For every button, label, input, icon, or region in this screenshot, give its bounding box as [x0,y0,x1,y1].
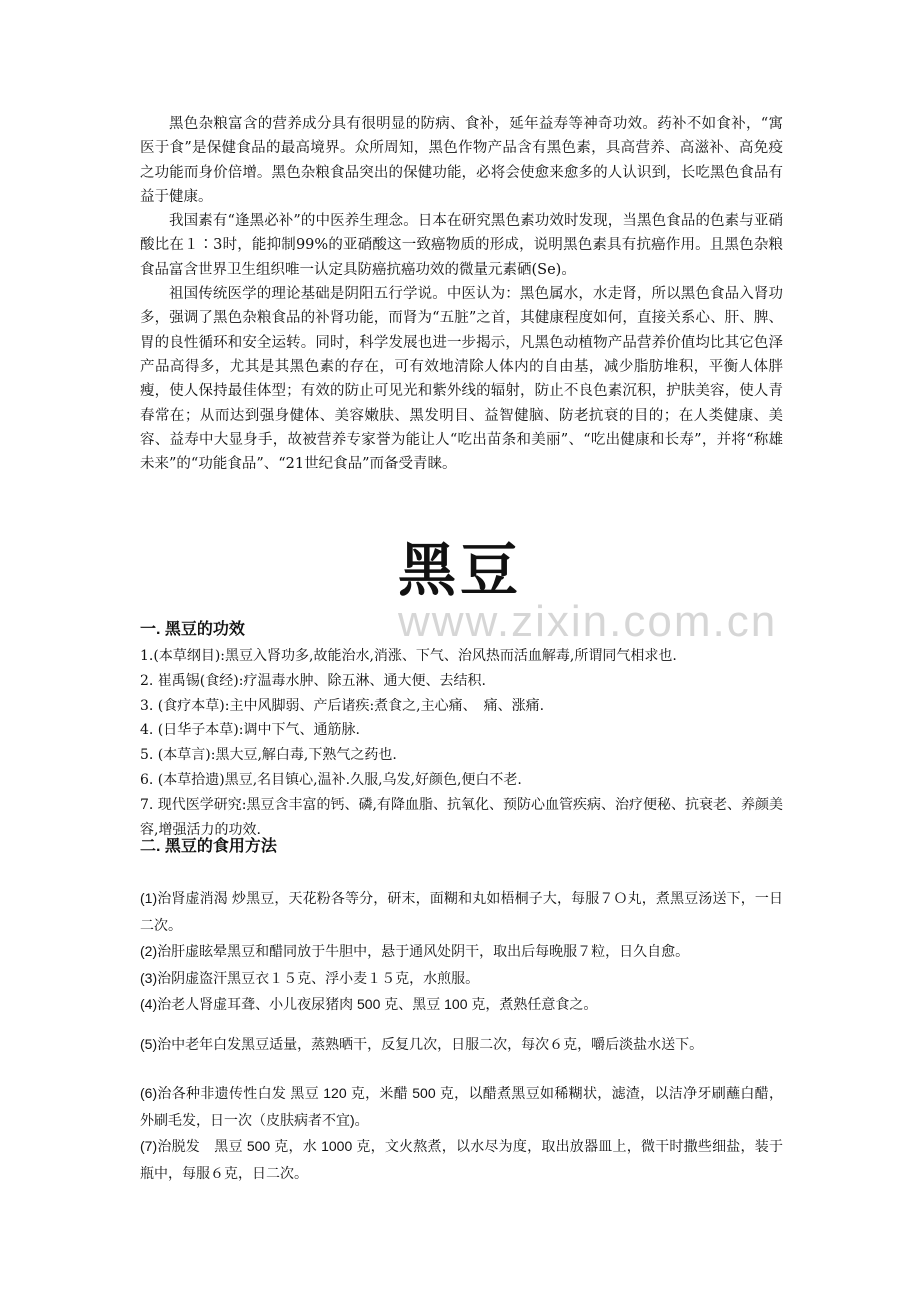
list-item: (5)治中老年白发黑豆适量，蒸熟晒干，反复几次，日服二次，每次６克，嚼后淡盐水送下。 [140,1036,704,1052]
intro-paragraph: 祖国传统医学的理论基础是阴阳五行学说。中医认为：黑色属水，水走肾，所以黑色食品入肾功多，强调了黑色杂粮食品的补肾功能，而肾为“五脏”之首，其健康程度如何，直接关系心、肝、脾、胃的良性循环和安全运转。同时，科学发展也进一步揭示，凡黑色动植物产品营养价值均比其它色泽产品高得多，尤其是其黑色素的存在，可有效地清除人体内的自由基，减少脂肪堆积，平衡人体胖瘦，使人保持最佳体型；有效的防止可见光和紫外线的辐射，防止不良色素沉积，护肤美容，使人青春常在；从而达到强身健体、美容嫩肤、黑发明目、益智健脑、防老抗衰的目的；在人类健康、美容、益寿中大显身手，故被营养专家誉为能让人“吃出苗条和美丽”、“吃出健康和长寿”，并将“称雄未来”的“功能食品”、“21世纪食品”而备受青睐。 [140,286,783,473]
usage-heading: 二. 黑豆的食用方法 [140,838,277,855]
efficacy-heading-wrap [140,619,783,641]
list-item: 1.(本草纲目):黑豆入肾功多,故能治水,消涨、下气、治风热而活血解毒,所谓同气相求也. [140,648,677,664]
list-item: 2. 崔禹锡(食经):疗温毒水肿、除五淋、通大便、去结积. [140,672,486,689]
list-item: (7)治脱发 黑豆 500 克，水 1000 克，文火熬煮，以水尽为度，取出放器皿上，微干时撒些细盐，装于瓶中，每服６克，日二次。 [140,1138,783,1181]
list-item: 7. 现代医学研究:黑豆含丰富的钙、磷,有降血脂、抗氧化、预防心血管疾病、治疗便秘、抗衰老、养颜美容,增强活力的功效. [140,796,783,838]
usage-list-1 [140,885,783,1018]
intro-section [140,112,783,476]
list-item: (4)治老人肾虚耳聋、小儿夜尿猪肉 500 克、黑豆 100 克，煮熟任意食之。 [140,996,598,1012]
usage-heading-wrap [140,836,783,858]
watermark: www.zixin.com.cn [398,597,778,646]
list-item: 3. (食疗本草):主中风脚弱、产后诸疾:煮食之,主心痛、 痛、涨痛. [140,697,545,714]
list-item: (3)治阴虚盗汗黑豆衣１５克、浮小麦１５克，水煎服。 [140,969,480,986]
usage-list-2 [140,1031,783,1058]
list-item: 6. (本草拾遗)黑豆,名目镇心,温补.久服,乌发,好颜色,便白不老. [140,771,522,788]
intro-paragraph: 黑色杂粮富含的营养成分具有很明显的防病、食补，延年益寿等神奇功效。药补不如食补，“寓医于食”是保健食品的最高境界。众所周知，黑色作物产品含有黑色素，具高营养、高滋补、高免疫之功能而身价倍增。黑色杂粮食品突出的保健功能，必将会使愈来愈多的人认识到，长吃黑色食品有益于健康。 [140,116,783,205]
list-item: (2)治肝虚眩晕黑豆和醋同放于牛胆中，悬于通风处阴干，取出后每晚服７粒，日久自愈。 [140,943,690,959]
list-item: 5. (本草言):黑大豆,解白毒,下熟气之药也. [140,747,397,764]
efficacy-heading: 一. 黑豆的功效 [140,621,245,638]
list-item: (1)治肾虚消渴 炒黑豆，天花粉各等分，研末，面糊和丸如梧桐子大，每服７Ｏ丸，煮黑豆汤送下，一日二次。 [140,890,783,933]
intro-paragraph: 我国素有“逢黑必补”的中医养生理念。日本在研究黑色素功效时发现，当黑色食品的色素与亚硝酸比在１∶3时，能抑制99%的亚硝酸这一致癌物质的形成，说明黑色素具有抗癌作用。且黑色杂粮食品富含世界卫生组织唯一认定具防癌抗癌功效的微量元素硒(Se)。 [140,213,783,278]
page-title: 黑豆 [397,536,522,604]
list-item: (6)治各种非遗传性白发 黑豆 120 克，米醋 500 克，以醋煮黑豆如稀糊状，滤渣，以洁净牙刷蘸白醋，外刷毛发，日一次（皮肤病者不宜)。 [140,1085,783,1128]
list-item: 4. (日华子本草):调中下气、通筋脉. [140,722,360,739]
usage-list-3 [140,1080,783,1186]
efficacy-list [140,644,783,842]
